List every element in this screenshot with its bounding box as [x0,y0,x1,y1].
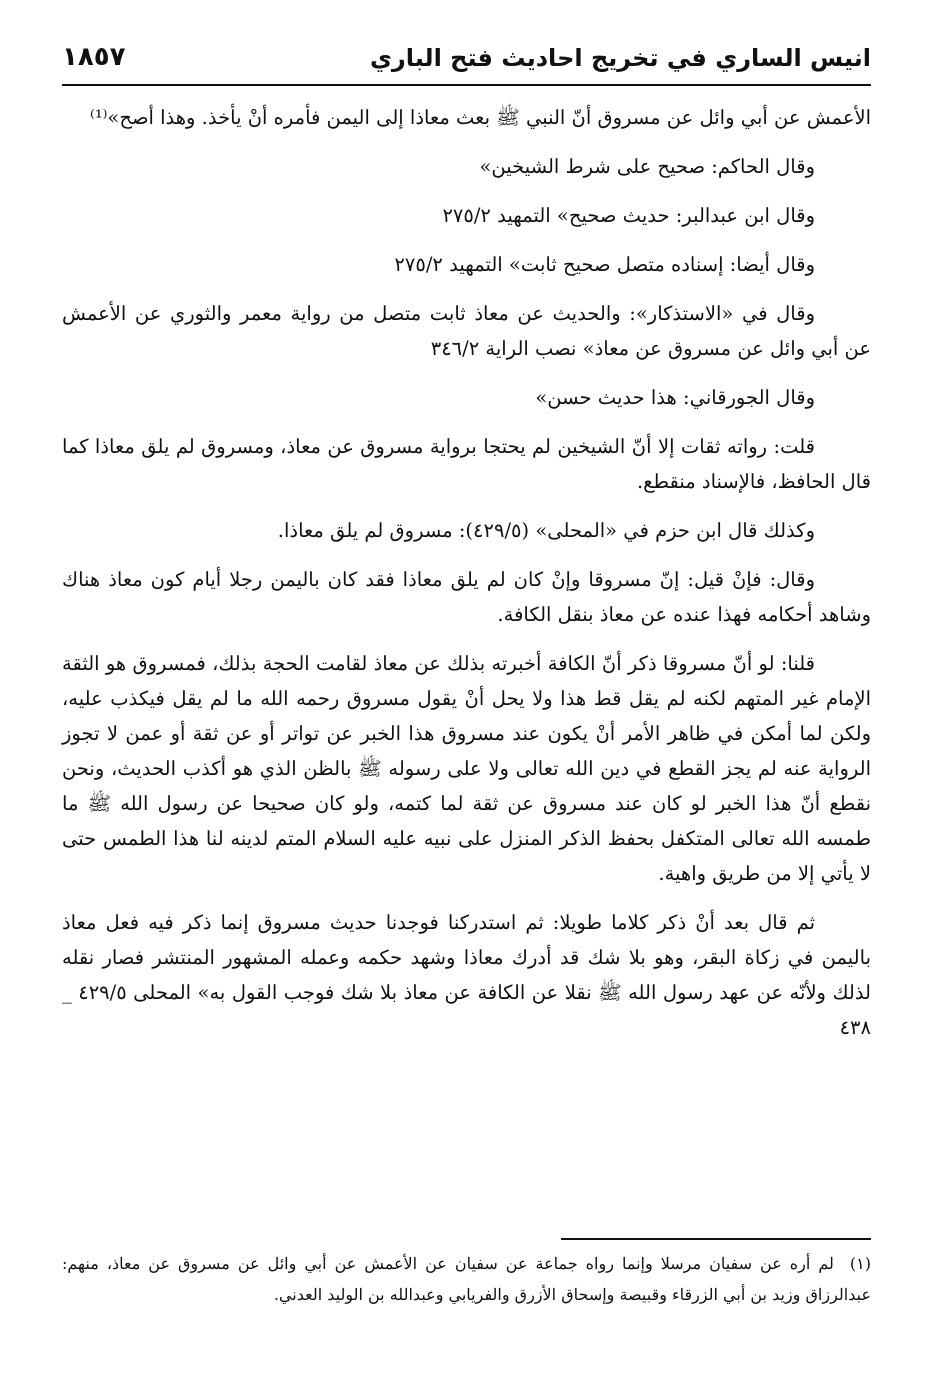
page-header [62,38,871,82]
footnote [62,1248,871,1310]
paragraph-2: وقال الحاكم: صحيح على شرط الشيخين» [479,155,815,178]
footnote-number: (١) [849,1254,871,1273]
paragraph-8: وكذلك قال ابن حزم في «المحلى» (٤٢٩/٥): مسروق لم يلق معاذا. [277,519,815,542]
paragraph-7: قلت: رواته ثقات إلا أنّ الشيخين لم يحتجا برواية مسروق عن معاذ، ومسروق لم يلق معاذا كما قال الحافظ، فالإسناد منقطع. [62,435,871,493]
paragraph-4: وقال أيضا: إسناده متصل صحيح ثابت» التمهيد ٢٧٥/٢ [394,253,815,276]
paragraph-5: وقال في «الاستذكار»: والحديث عن معاذ ثابت متصل من رواية معمر والثوري عن الأعمش عن أبي وائل عن مسروق عن معاذ» نصب الراية ٣٤٦/٢ [62,302,871,360]
main-text [62,100,871,1059]
paragraph-9: وقال: فإنْ قيل: إنّ مسروقا وإنْ كان لم يلق معاذا فقد كان باليمن رجلا أيام كون معاذ هناك وشاهد أحكامه فهذا عنده عن معاذ بنقل الكافة. [62,568,871,626]
paragraph-3: وقال ابن عبدالبر: حديث صحيح» التمهيد ٢٧٥/٢ [442,204,815,227]
paragraph-6: وقال الجورقاني: هذا حديث حسن» [535,386,815,409]
paragraph-10: قلنا: لو أنّ مسروقا ذكر أنّ الكافة أخبرته بذلك عن معاذ لقامت الحجة بذلك، فمسروق هو الثقة الإمام غير المتهم لكنه لم يقل قط هذا ولا يحل أنْ يقول مسروق رحمه الله ما لم يقل فيكذب عليه، ولكن لما أمكن في ظاهر الأمر أنْ يكون عند مسروق هذا الخبر عن تواتر أو عن ثقة أو عمن لا تجوز الرواية عنه لم يجز القطع في دين الله تعالى ولا على رسوله ﷺ بالظن الذي هو أكذب الحديث، ونحن نقطع أنّ هذا الخبر لو كان عند مسروق عن ثقة لما كتمه، ولو كان صحيحا عن رسول الله ﷺ ما طمسه الله تعالى المتكفل بحفظ الذكر المنزل على نبيه عليه السلام المتم لدينه لنا هذا الطمس حتى لا يأتي إلا من طريق واهية. [62,652,871,885]
footnote-text: لم أره عن سفيان مرسلا وإنما رواه جماعة عن سفيان عن الأعمش عن أبي وائل عن مسروق عن معاذ، منهم: عبدالرزاق وزيد بن أبي الزرقاء وقبيصة وإسحاق الأزرق والفريابي وعبدالله بن الوليد العدني. [62,1254,871,1304]
footnote-divider [561,1238,871,1240]
paragraph-11: ثم قال بعد أنْ ذكر كلاما طويلا: ثم استدركنا فوجدنا حديث مسروق إنما ذكر فيه فعل معاذ باليمن في زكاة البقر، وهو بلا شك قد أدرك معاذا وشهد حكمه وعمله المشهور المنتشر فصار نقله لذلك ولأنّه عن عهد رسول الله ﷺ نقلا عن الكافة عن معاذ بلا شك فوجب القول به» المحلى ٤٢٩/٥ _ ٤٣٨ [62,911,871,1039]
page-number: ١٨٥٧ [62,42,126,72]
header-divider [62,84,871,86]
running-title: انيس الساري في تخريج احاديث فتح الباري [369,44,871,72]
paragraph-1: الأعمش عن أبي وائل عن مسروق أنّ النبي ﷺ بعث معاذا إلى اليمن فأمره أنْ يأخذ. وهذا أصح»⁽¹⁾ [90,106,871,129]
